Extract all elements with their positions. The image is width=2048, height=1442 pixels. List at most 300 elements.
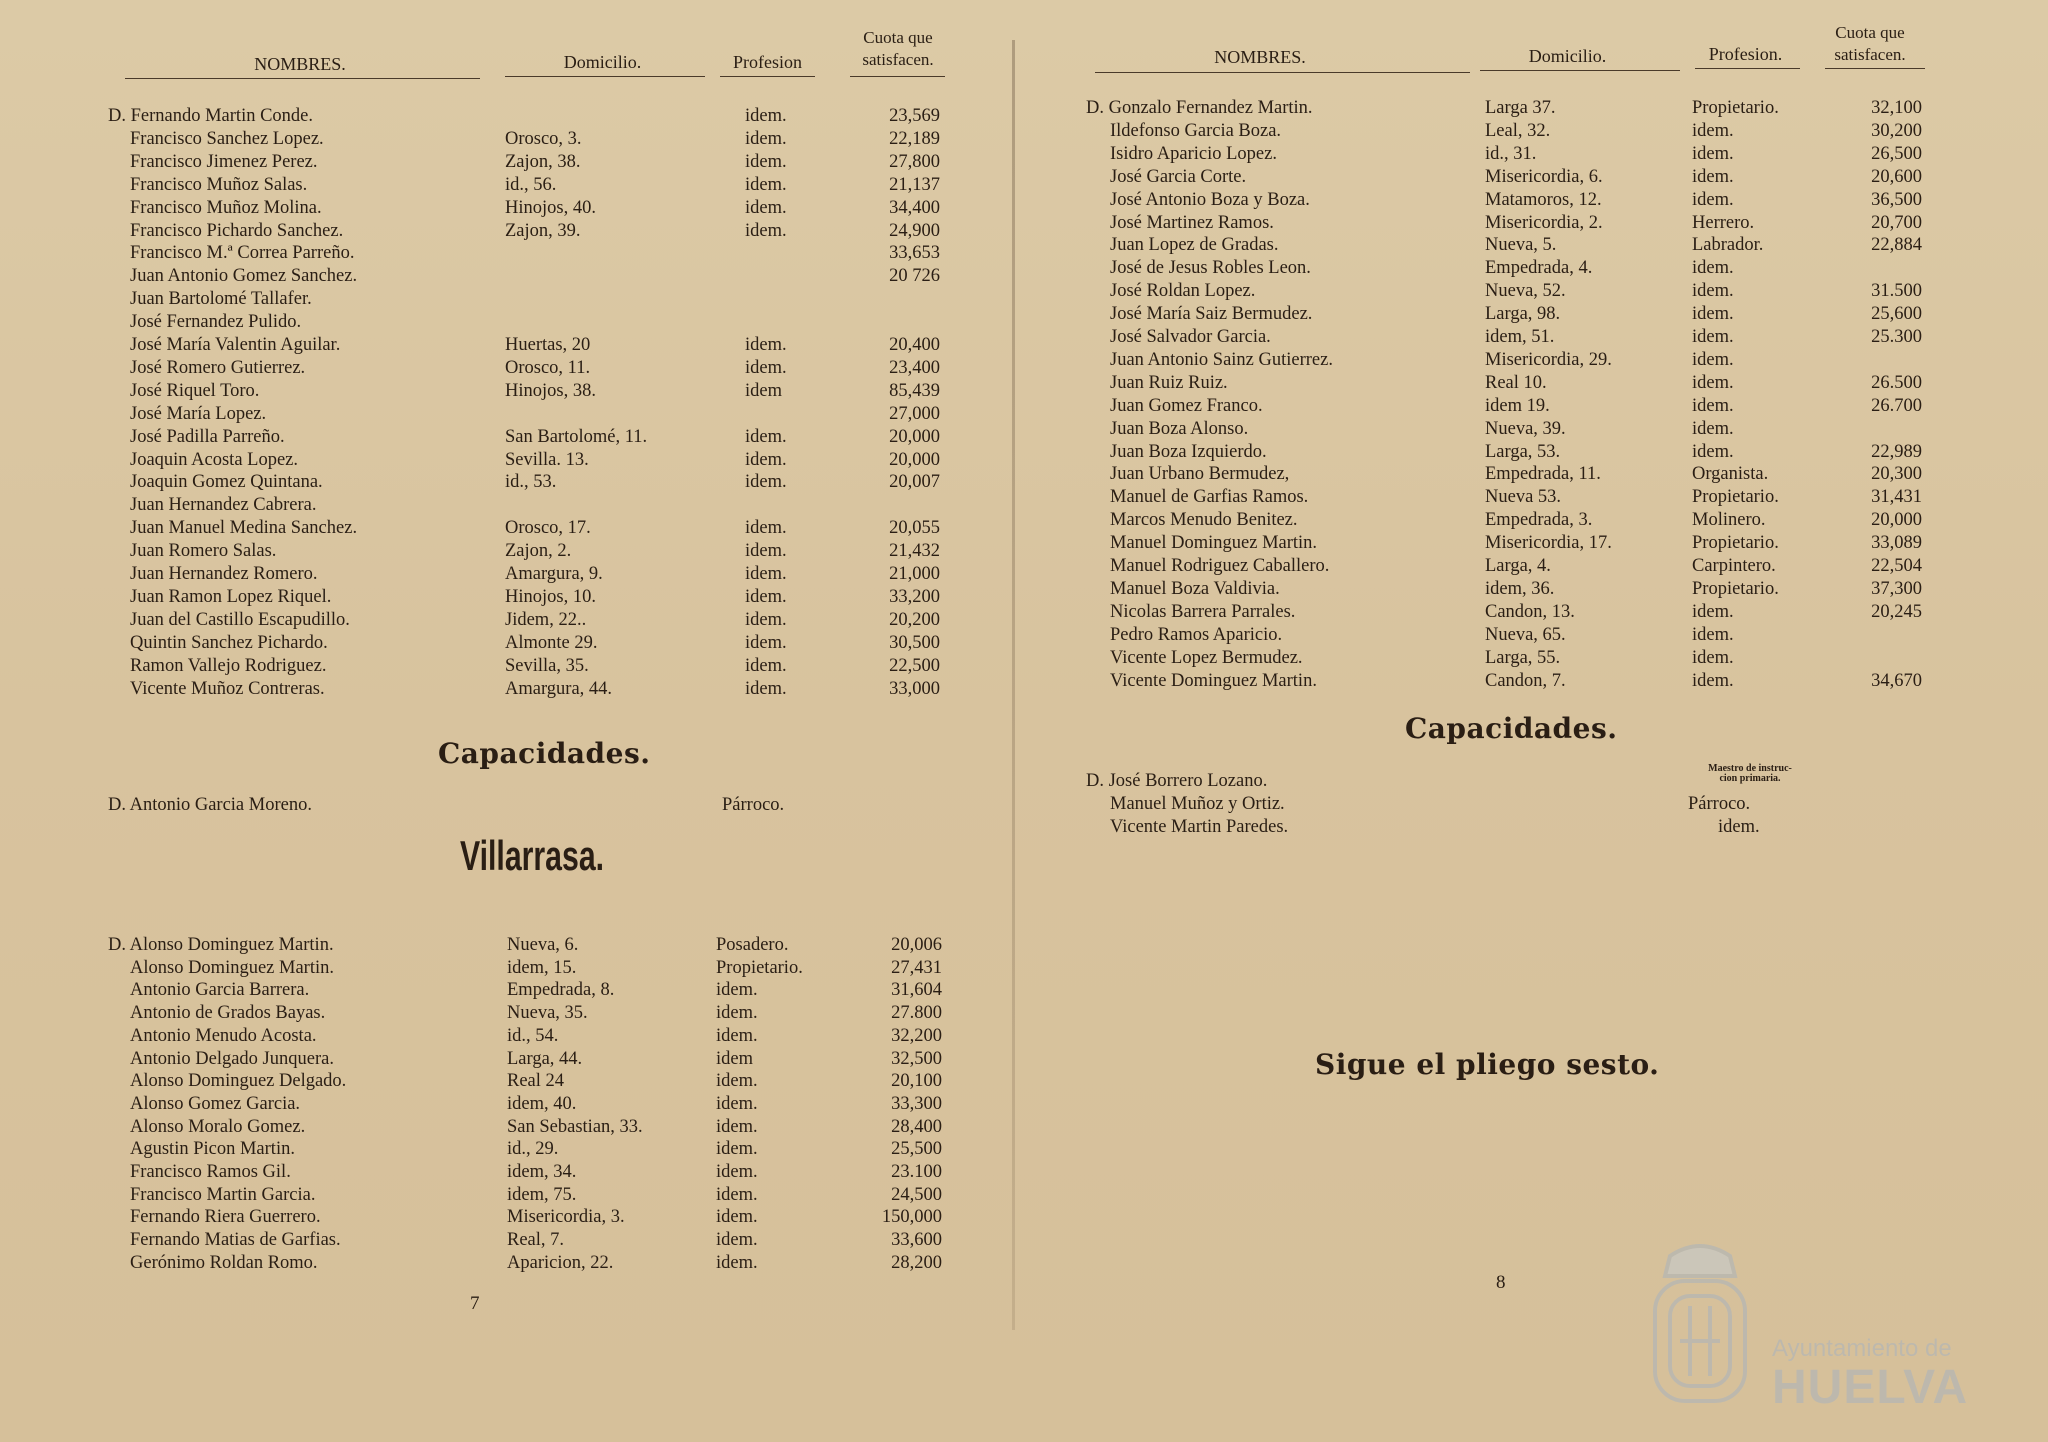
- cell-name: Francisco M.ª Correa Parreño.: [130, 243, 355, 264]
- header-quota-line1: Cuota que: [1835, 23, 1905, 42]
- footer-note: Sigue el pliego sesto.: [1315, 1048, 1660, 1081]
- cell-name: Manuel Dominguez Martin.: [1110, 533, 1318, 554]
- cell-name: Pedro Ramos Aparicio.: [1110, 624, 1283, 645]
- cell-profession: idem.: [1692, 258, 1734, 279]
- cell-profession: Organista.: [1692, 464, 1769, 485]
- cell-address: Candon, 13.: [1485, 601, 1575, 622]
- table-row: [0, 403, 1012, 426]
- table-row: [1015, 120, 2048, 143]
- table-row: [1015, 555, 2048, 578]
- header-names: NOMBRES.: [254, 54, 346, 74]
- table-row: [0, 1116, 1012, 1139]
- cell-address: San Bartolomé, 11.: [505, 426, 648, 447]
- cell-name: Juan Boza Izquierdo.: [1110, 441, 1267, 462]
- cell-name: Juan del Castillo Escapudillo.: [130, 609, 350, 630]
- cell-address: Candon, 7.: [1485, 670, 1566, 691]
- table-row: [0, 494, 1012, 517]
- cell-name: José Garcia Corte.: [1110, 166, 1247, 187]
- header-rule-names: [1095, 72, 1470, 73]
- cell-profession: Carpintero.: [1692, 556, 1776, 576]
- cell-name: Francisco Jimenez Perez.: [130, 151, 318, 172]
- cell-address: Misericordia, 3.: [507, 1207, 625, 1228]
- table-row: [0, 563, 1012, 586]
- cell-name: D. Gonzalo Fernandez Martin.: [1086, 98, 1313, 118]
- header-profession: Profesion: [733, 52, 802, 72]
- cell-name: Ramon Vallejo Rodriguez.: [130, 655, 327, 676]
- left-capacidades-title: Capacidades.: [438, 737, 651, 770]
- cell-address: Orosco, 3.: [505, 128, 582, 149]
- cell-quota: 21,137: [889, 174, 940, 195]
- table-row: [1015, 97, 2048, 120]
- cell-address: Zajon, 38.: [505, 151, 581, 172]
- cell-profession: idem.: [745, 678, 787, 699]
- table-row: [0, 1048, 1012, 1071]
- header-address: Domicilio.: [563, 52, 642, 72]
- cell-name: Juan Ruiz Ruiz.: [1110, 372, 1228, 393]
- cell-name: Francisco Ramos Gil.: [130, 1162, 291, 1182]
- table-row: [1015, 532, 2048, 555]
- cell-quota: 36,500: [1871, 189, 1922, 210]
- cell-quota: 20,055: [889, 518, 940, 539]
- cell-profession: idem.: [716, 1162, 758, 1182]
- cell-name: Manuel de Garfias Ramos.: [1110, 487, 1309, 508]
- table-row: [0, 1252, 1012, 1275]
- cell-profession: idem.: [745, 518, 787, 539]
- table-row: [1015, 624, 2048, 647]
- cell-address: Larga, 55.: [1485, 647, 1561, 668]
- cell-quota: 22,989: [1871, 441, 1922, 462]
- cell-profession: idem.: [745, 174, 787, 195]
- table-row: [0, 1002, 1012, 1025]
- cell-quota: 30,200: [1871, 120, 1922, 141]
- table-row: [0, 540, 1012, 563]
- cell-profession: Propietario.: [1692, 98, 1779, 118]
- table-row: [0, 1184, 1012, 1207]
- cell-name: Alonso Dominguez Martin.: [130, 957, 334, 978]
- coat-of-arms-icon: [1640, 1236, 1760, 1426]
- cell-quota: 33,000: [889, 678, 940, 699]
- table-row: [1015, 418, 2048, 441]
- cell-quota: 28,400: [891, 1116, 942, 1137]
- table-row: [1015, 234, 2048, 257]
- cell-profession: Posadero.: [716, 935, 789, 955]
- cell-name: Fernando Matias de Garfias.: [130, 1230, 341, 1251]
- cell-profession: idem.: [745, 426, 787, 447]
- cell-address: Nueva, 65.: [1485, 624, 1566, 645]
- cell-quota: 33,089: [1871, 533, 1922, 554]
- cell-address: Amargura, 44.: [505, 678, 613, 699]
- cell-quota: 22,189: [889, 128, 940, 149]
- cell-quota: 22,504: [1871, 556, 1922, 576]
- table-row: [1015, 463, 2048, 486]
- cell-address: Empedrada, 11.: [1485, 464, 1601, 485]
- cell-address: Misericordia, 2.: [1485, 212, 1603, 233]
- cell-address: idem, 15.: [507, 957, 577, 978]
- cell-name: Vicente Martin Paredes.: [1110, 817, 1289, 837]
- cell-name: D. José Borrero Lozano.: [1086, 771, 1268, 791]
- cell-name: Francisco Muñoz Molina.: [130, 197, 322, 218]
- cell-name: Alonso Dominguez Delgado.: [130, 1071, 347, 1092]
- cell-quota: 27,000: [889, 403, 940, 424]
- cell-quota: 20,400: [889, 335, 940, 355]
- cell-quota: 20,100: [891, 1071, 942, 1092]
- cell-name: Manuel Muñoz y Ortiz.: [1110, 794, 1285, 814]
- cell-name: José Riquel Toro.: [130, 380, 260, 401]
- cell-address: San Sebastian, 33.: [507, 1116, 643, 1137]
- table-row: [0, 1070, 1012, 1093]
- right-page: [1015, 0, 2048, 1442]
- cell-profession: Herrero.: [1692, 212, 1755, 233]
- cell-profession: idem.: [1692, 281, 1734, 302]
- cell-address: Hinojos, 38.: [505, 380, 596, 401]
- list-item: [0, 794, 1012, 817]
- cell-address: idem, 36.: [1485, 578, 1555, 599]
- table-row: [0, 242, 1012, 265]
- cell-profession: Propietario.: [1692, 578, 1779, 599]
- table-row: [1015, 395, 2048, 418]
- cell-profession: idem: [716, 1048, 753, 1069]
- table-row: [1015, 303, 2048, 326]
- cell-name: Vicente Lopez Bermudez.: [1110, 647, 1303, 668]
- cell-address: Amargura, 9.: [505, 564, 603, 584]
- header-quota-line1: Cuota que: [863, 28, 933, 47]
- table-row: [0, 1025, 1012, 1048]
- cell-quota: 23.100: [891, 1162, 942, 1182]
- cell-address: id., 53.: [505, 472, 557, 493]
- table-row: [1015, 326, 2048, 349]
- cell-name: Marcos Menudo Benitez.: [1110, 510, 1298, 531]
- table-row: [1015, 280, 2048, 303]
- cell-address: Huertas, 20: [505, 335, 591, 355]
- cell-profession: idem.: [1692, 349, 1734, 370]
- cell-name: Agustin Picon Martin.: [130, 1139, 295, 1160]
- cell-quota: 26.500: [1871, 372, 1922, 393]
- header-rule-profession: [1695, 68, 1800, 69]
- cell-quota: 30,500: [889, 632, 940, 653]
- cell-quota: 33,600: [891, 1230, 942, 1251]
- list-item: [1015, 793, 2048, 816]
- cell-address: Zajon, 39.: [505, 220, 581, 241]
- cell-address: Orosco, 17.: [505, 518, 591, 539]
- cell-address: Misericordia, 6.: [1485, 166, 1603, 187]
- cell-profession: idem.: [1692, 372, 1734, 393]
- cell-profession: Párroco.: [1688, 794, 1751, 814]
- cell-address: idem, 75.: [507, 1184, 577, 1205]
- cell-address: idem, 51.: [1485, 327, 1555, 347]
- header-quota-line2: satisfacen.: [862, 50, 934, 69]
- cell-quota: 33,200: [889, 586, 940, 607]
- table-row: [1015, 578, 2048, 601]
- cell-quota: 20,200: [889, 609, 940, 630]
- cell-quota: 20,000: [1871, 510, 1922, 531]
- cell-quota: 20,700: [1871, 212, 1922, 233]
- table-row: [0, 288, 1012, 311]
- cell-address: Aparicion, 22.: [507, 1252, 614, 1273]
- cell-name: Antonio Menudo Acosta.: [130, 1025, 317, 1046]
- table-row: [1015, 166, 2048, 189]
- cell-profession: idem.: [1718, 817, 1760, 837]
- cell-address: Misericordia, 29.: [1485, 349, 1612, 370]
- table-row: [0, 1161, 1012, 1184]
- cell-quota: 31.500: [1871, 281, 1922, 302]
- cell-name: José de Jesus Robles Leon.: [1110, 258, 1311, 279]
- cell-name: D. Alonso Dominguez Martin.: [108, 935, 334, 955]
- cell-name: Antonio Garcia Barrera.: [130, 980, 310, 1001]
- table-row: [0, 334, 1012, 357]
- cell-quota: 24,900: [889, 220, 940, 241]
- cell-address: Zajon, 2.: [505, 541, 572, 562]
- header-rule-address: [1480, 70, 1680, 71]
- cell-profession: idem.: [1692, 327, 1734, 347]
- right-capacidades-title: Capacidades.: [1405, 712, 1618, 745]
- cell-quota: 20 726: [889, 266, 940, 287]
- table-row: [0, 471, 1012, 494]
- cell-name: José Antonio Boza y Boza.: [1110, 189, 1310, 210]
- cell-quota: 22,884: [1871, 235, 1922, 256]
- cell-name: José María Saiz Bermudez.: [1110, 304, 1313, 325]
- table-row: [0, 934, 1012, 957]
- cell-name: Juan Ramon Lopez Riquel.: [130, 586, 332, 607]
- cell-quota: 37,300: [1871, 578, 1922, 599]
- cell-name: Manuel Rodriguez Caballero.: [1110, 556, 1330, 576]
- table-row: [1015, 189, 2048, 212]
- cell-address: Larga, 98.: [1485, 304, 1561, 325]
- table-row: [1015, 212, 2048, 235]
- cell-profession: idem.: [745, 655, 787, 676]
- cell-quota: 22,500: [889, 655, 940, 676]
- cell-address: Almonte 29.: [505, 632, 598, 653]
- table-row: [0, 311, 1012, 334]
- cell-quota: 85,439: [889, 380, 940, 401]
- cell-name: Joaquin Acosta Lopez.: [130, 449, 298, 470]
- header-rule-address: [505, 76, 705, 77]
- cell-quota: 21,000: [889, 564, 940, 584]
- cell-profession: Molinero.: [1692, 510, 1766, 531]
- cell-name: Isidro Aparicio Lopez.: [1110, 143, 1277, 164]
- watermark: [1640, 1236, 1980, 1436]
- cell-quota: 26.700: [1871, 395, 1922, 416]
- cell-profession: Propietario.: [1692, 533, 1779, 554]
- cell-name: Francisco Muñoz Salas.: [130, 174, 308, 195]
- header-rule-names: [125, 78, 480, 79]
- cell-quota: 20,300: [1871, 464, 1922, 485]
- table-row: [1015, 601, 2048, 624]
- cell-quota: 25,600: [1871, 304, 1922, 325]
- cell-quota: 31,431: [1871, 487, 1922, 508]
- table-row: [1015, 372, 2048, 395]
- cell-profession: idem.: [1692, 441, 1734, 462]
- cell-address: idem, 40.: [507, 1093, 577, 1114]
- cell-name: José Romero Gutierrez.: [130, 357, 306, 378]
- cell-quota: 34,400: [889, 197, 940, 218]
- header-rule-profession: [720, 76, 815, 77]
- cell-profession: idem.: [716, 1184, 758, 1205]
- list-item: [1015, 763, 2048, 793]
- cell-profession: idem.: [716, 1025, 758, 1046]
- left-page: [0, 0, 1012, 1442]
- cell-address: Larga, 4.: [1485, 556, 1551, 576]
- table-row: [0, 655, 1012, 678]
- table-row: [1015, 647, 2048, 670]
- table-row: [0, 128, 1012, 151]
- cell-name: José María Valentin Aguilar.: [130, 335, 341, 355]
- cell-profession: idem.: [1692, 304, 1734, 325]
- cell-profession: Propietario.: [716, 957, 803, 978]
- cell-address: id., 31.: [1485, 143, 1537, 164]
- cell-name: Vicente Dominguez Martin.: [1110, 670, 1317, 691]
- cell-address: idem, 34.: [507, 1162, 577, 1182]
- cell-address: Sevilla. 13.: [505, 449, 589, 470]
- cell-profession: idem.: [745, 357, 787, 378]
- cell-name: Vicente Muñoz Contreras.: [130, 678, 325, 699]
- cell-address: Real 24: [507, 1071, 565, 1092]
- cell-quota: 33,653: [889, 243, 940, 264]
- watermark-line1: Ayuntamiento de: [1772, 1335, 1952, 1362]
- cell-profession: idem.: [716, 1093, 758, 1114]
- header-names: NOMBRES.: [1214, 47, 1306, 67]
- list-item: [1015, 816, 2048, 839]
- table-row: [0, 426, 1012, 449]
- cell-quota: 20,600: [1871, 166, 1922, 187]
- cell-address: Nueva, 39.: [1485, 418, 1566, 439]
- cell-profession: idem.: [716, 1207, 758, 1228]
- header-rule-quota: [1825, 68, 1925, 69]
- cell-profession: idem.: [1692, 395, 1734, 416]
- cell-profession: Párroco.: [722, 795, 785, 815]
- cell-quota: 20,007: [889, 472, 940, 493]
- cell-profession: idem.: [1692, 189, 1734, 210]
- cell-name: Juan Hernandez Cabrera.: [130, 495, 317, 516]
- cell-name: Juan Lopez de Gradas.: [1110, 235, 1279, 256]
- cell-name: Juan Antonio Gomez Sanchez.: [130, 266, 358, 287]
- cell-name: Fernando Riera Guerrero.: [130, 1207, 321, 1228]
- cell-quota: 20,006: [891, 935, 942, 955]
- cell-name: Juan Romero Salas.: [130, 541, 277, 562]
- table-row: [1015, 349, 2048, 372]
- cell-profession: idem.: [1692, 418, 1734, 439]
- header-rule-quota: [850, 76, 945, 77]
- cell-address: Real 10.: [1485, 372, 1547, 393]
- cell-quota: 31,604: [891, 980, 942, 1001]
- cell-profession: idem.: [745, 449, 787, 470]
- cell-quota: 20,245: [1871, 601, 1922, 622]
- table-row: [0, 678, 1012, 701]
- cell-quota: 34,670: [1871, 670, 1922, 691]
- cell-quota: 27,431: [891, 957, 942, 978]
- cell-name: José María Lopez.: [130, 403, 267, 424]
- header-address: Domicilio.: [1528, 46, 1607, 66]
- table-row: [1015, 670, 2048, 693]
- table-row: [0, 1229, 1012, 1252]
- header-profession: Profesion.: [1708, 44, 1783, 64]
- cell-address: Nueva 53.: [1485, 487, 1562, 508]
- cell-name: José Martinez Ramos.: [1110, 212, 1274, 233]
- cell-profession: idem.: [716, 1139, 758, 1160]
- cell-profession: idem.: [1692, 647, 1734, 668]
- cell-quota: 23,400: [889, 357, 940, 378]
- cell-address: id., 29.: [507, 1139, 559, 1160]
- cell-profession: idem.: [745, 106, 787, 126]
- cell-quota: 24,500: [891, 1184, 942, 1205]
- cell-quota: 150,000: [881, 1207, 942, 1228]
- cell-name: Juan Manuel Medina Sanchez.: [130, 518, 358, 539]
- cell-name: Ildefonso Garcia Boza.: [1110, 120, 1282, 141]
- cell-address: Hinojos, 40.: [505, 197, 596, 218]
- cell-quota: 25.300: [1871, 327, 1922, 347]
- cell-profession: idem: [745, 380, 782, 401]
- cell-address: Sevilla, 35.: [505, 655, 589, 676]
- table-row: [1015, 257, 2048, 280]
- table-row: [1015, 486, 2048, 509]
- table-row: [0, 957, 1012, 980]
- cell-address: Larga, 53.: [1485, 441, 1561, 462]
- cell-name: José Roldan Lopez.: [1110, 281, 1256, 302]
- cell-profession: idem.: [1692, 601, 1734, 622]
- cell-profession: idem.: [716, 1252, 758, 1273]
- table-row: [0, 1206, 1012, 1229]
- cell-address: Nueva, 35.: [507, 1003, 588, 1024]
- cell-profession: idem.: [1692, 624, 1734, 645]
- cell-address: Misericordia, 17.: [1485, 533, 1612, 554]
- table-row: [1015, 509, 2048, 532]
- cell-name: Francisco Sanchez Lopez.: [130, 128, 324, 149]
- cell-address: Real, 7.: [507, 1230, 565, 1251]
- cell-quota: 20,000: [889, 426, 940, 447]
- cell-address: Hinojos, 10.: [505, 586, 596, 607]
- table-row: [1015, 441, 2048, 464]
- cell-profession: idem.: [716, 1230, 758, 1251]
- cell-profession: Labrador.: [1692, 235, 1764, 256]
- cell-name: Alonso Moralo Gomez.: [130, 1116, 306, 1137]
- cell-profession: idem.: [716, 1003, 758, 1024]
- cell-address: Larga, 44.: [507, 1048, 583, 1069]
- cell-name: Alonso Gomez Garcia.: [130, 1093, 301, 1114]
- cell-address: Jidem, 22..: [505, 609, 587, 630]
- table-row: [0, 609, 1012, 632]
- cell-name: Antonio Delgado Junquera.: [130, 1048, 334, 1069]
- cell-profession: idem.: [1692, 143, 1734, 164]
- cell-profession: idem.: [745, 472, 787, 493]
- cell-name: D. Fernando Martin Conde.: [108, 106, 314, 126]
- cell-name: Francisco Pichardo Sanchez.: [130, 220, 344, 241]
- cell-profession: Propietario.: [1692, 487, 1779, 508]
- cell-address: Nueva, 52.: [1485, 281, 1566, 302]
- table-row: [0, 357, 1012, 380]
- cell-quota: 23,569: [889, 106, 940, 126]
- table-row: [0, 1093, 1012, 1116]
- table-row: [0, 151, 1012, 174]
- cell-profession: idem.: [745, 128, 787, 149]
- cell-address: Nueva, 6.: [507, 935, 579, 955]
- cell-profession: idem.: [1692, 166, 1734, 187]
- header-quota-line2: satisfacen.: [1834, 45, 1906, 64]
- cell-profession: idem.: [716, 980, 758, 1001]
- cell-quota: 26,500: [1871, 143, 1922, 164]
- cell-address: Matamoros, 12.: [1485, 189, 1602, 210]
- table-row: [0, 380, 1012, 403]
- cell-quota: 27.800: [891, 1003, 942, 1024]
- cell-address: Leal, 32.: [1485, 120, 1551, 141]
- cell-profession: idem.: [745, 151, 787, 172]
- table-row: [0, 449, 1012, 472]
- cell-quota: 33,300: [891, 1093, 942, 1114]
- cell-profession: idem.: [716, 1116, 758, 1137]
- watermark-line2: HUELVA: [1772, 1361, 1969, 1414]
- cell-address: idem 19.: [1485, 395, 1550, 416]
- cell-quota: 20,000: [889, 449, 940, 470]
- cell-name: José Salvador Garcia.: [1110, 327, 1271, 347]
- table-row: [0, 105, 1012, 128]
